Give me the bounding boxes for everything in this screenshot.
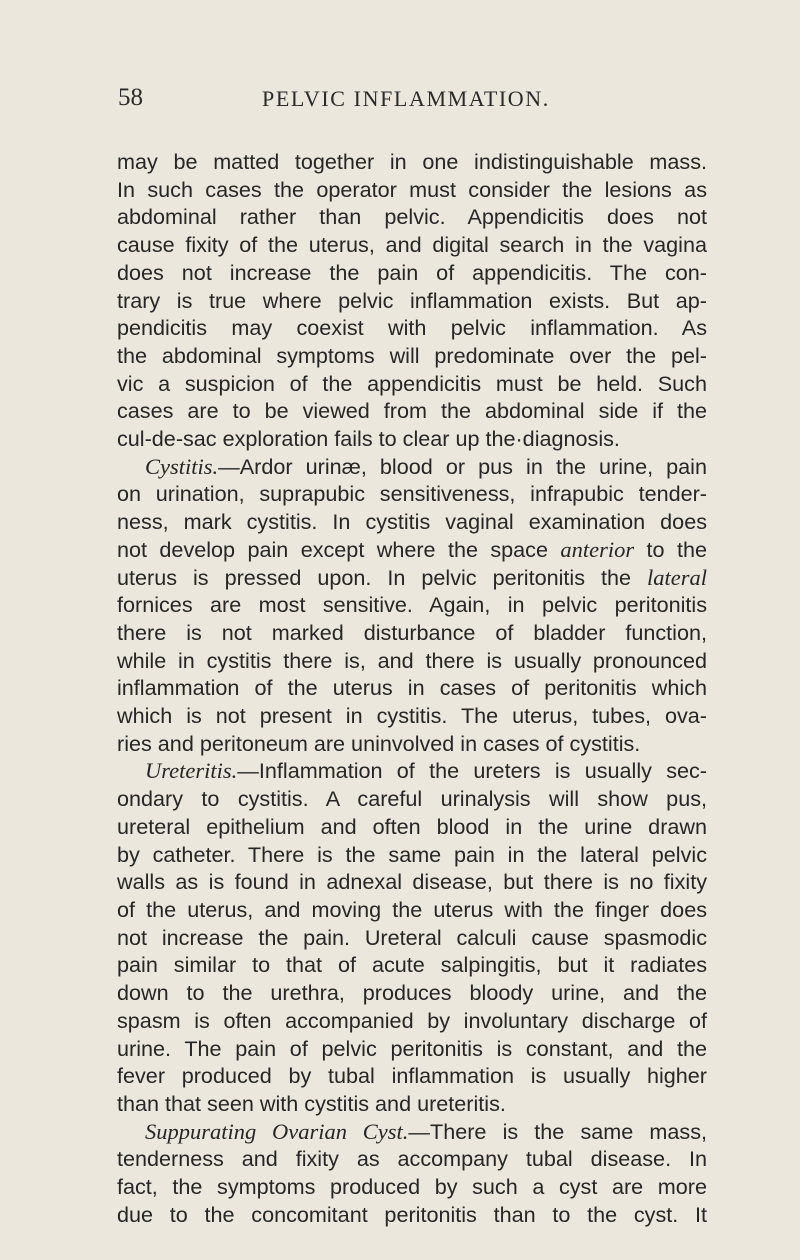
text-line: In such cases the operator must consider the lesions as bbox=[117, 176, 707, 202]
text-line: ureteral epithelium and often blood in the urine drawn bbox=[117, 813, 707, 839]
text-line: may be matted together in one indistinguishable mass. bbox=[117, 149, 707, 174]
text-line: the abdominal symptoms will predominate over the pel- bbox=[117, 342, 707, 368]
text-line: of the uterus, and moving the uterus with the finger does bbox=[117, 896, 707, 922]
text-line: urine. The pain of pelvic peritonitis is constant, and the bbox=[117, 1035, 707, 1061]
text-line: ondary to cystitis. A careful urinalysis will show pus, bbox=[117, 786, 707, 812]
text-line: inflammation of the uterus in cases of peritonitis which bbox=[117, 675, 707, 701]
text-line: spasm is often accompanied by involuntary discharge of bbox=[117, 1007, 707, 1033]
text-line: fornices are most sensitive. Again, in pelvic peritonitis bbox=[117, 592, 707, 618]
text-span: not develop pain except where the space bbox=[117, 536, 561, 562]
text-span: —Inflammation of the ureters is usually sec- bbox=[237, 758, 707, 784]
text-line: does not increase the pain of appendicitis. The con- bbox=[117, 259, 707, 285]
text-line: walls as is found in adnexal disease, but there is no fixity bbox=[117, 869, 707, 895]
text-line: cause fixity of the uterus, and digital search in the vagina bbox=[117, 232, 707, 258]
text-line: ness, mark cystitis. In cystitis vaginal examination does bbox=[117, 509, 707, 535]
text-line bbox=[117, 564, 707, 592]
text-line: not increase the pain. Ureteral calculi cause spasmodic bbox=[117, 924, 707, 950]
text-line: trary is true where pelvic inflammation exists. But ap- bbox=[117, 287, 707, 313]
section-term-suppurating-ovarian-cyst: Suppurating Ovarian Cyst. bbox=[145, 1118, 409, 1144]
text-line: down to the urethra, produces bloody urine, and the bbox=[117, 980, 707, 1006]
text-span: uterus is pressed upon. In pelvic peritonitis the bbox=[117, 564, 647, 590]
text-line: cul-de-sac exploration fails to clear up the·diagnosis. bbox=[117, 426, 620, 452]
running-head: PELVIC INFLAMMATION. bbox=[262, 86, 550, 111]
body-text bbox=[117, 148, 707, 1228]
text-line: which is not present in cystitis. The uterus, tubes, ova- bbox=[117, 703, 707, 729]
section-term-ureteritis: Ureteritis. bbox=[145, 758, 238, 784]
text-line: while in cystitis there is, and there is usually pronounced bbox=[117, 647, 707, 673]
section-term-cystitis: Cystitis. bbox=[145, 453, 219, 479]
text-span: —There is the same mass, bbox=[408, 1118, 707, 1144]
page-number: 58 bbox=[118, 84, 143, 111]
text-line: pendicitis may coexist with pelvic inflammation. As bbox=[117, 315, 707, 341]
text-line: tenderness and fixity as accompany tubal disease. In bbox=[117, 1146, 707, 1172]
emphasis-anterior: anterior bbox=[560, 536, 635, 562]
text-line bbox=[117, 536, 707, 564]
text-span: —Ardor urinæ, blood or pus in the urine, pain bbox=[218, 453, 707, 479]
text-line: vic a suspicion of the appendicitis must be held. Such bbox=[117, 370, 707, 396]
text-line: fever produced by tubal inflammation is usually higher bbox=[117, 1063, 707, 1089]
text-line: by catheter. There is the same pain in the lateral pelvic bbox=[117, 841, 707, 867]
text-line: there is not marked disturbance of bladder function, bbox=[117, 619, 707, 645]
text-line: fact, the symptoms produced by such a cyst are more bbox=[117, 1174, 707, 1200]
text-line: pain similar to that of acute salpingitis, but it radiates bbox=[117, 952, 707, 978]
text-line: cases are to be viewed from the abdominal side if the bbox=[117, 398, 707, 424]
text-line: on urination, suprapubic sensitiveness, infrapubic tender- bbox=[117, 481, 707, 507]
emphasis-lateral: lateral bbox=[647, 564, 707, 590]
page-header bbox=[0, 84, 800, 124]
text-line bbox=[117, 1118, 707, 1146]
text-line bbox=[117, 453, 707, 481]
text-line: abdominal rather than pelvic. Appendicitis does not bbox=[117, 204, 707, 230]
text-line: ries and peritoneum are uninvolved in cases of cystitis. bbox=[117, 730, 641, 756]
text-line: due to the concomitant peritonitis than to the cyst. It bbox=[117, 1201, 707, 1227]
text-line bbox=[117, 757, 707, 785]
text-line: than that seen with cystitis and ureteritis. bbox=[117, 1090, 506, 1116]
text-span: to the bbox=[634, 536, 707, 562]
